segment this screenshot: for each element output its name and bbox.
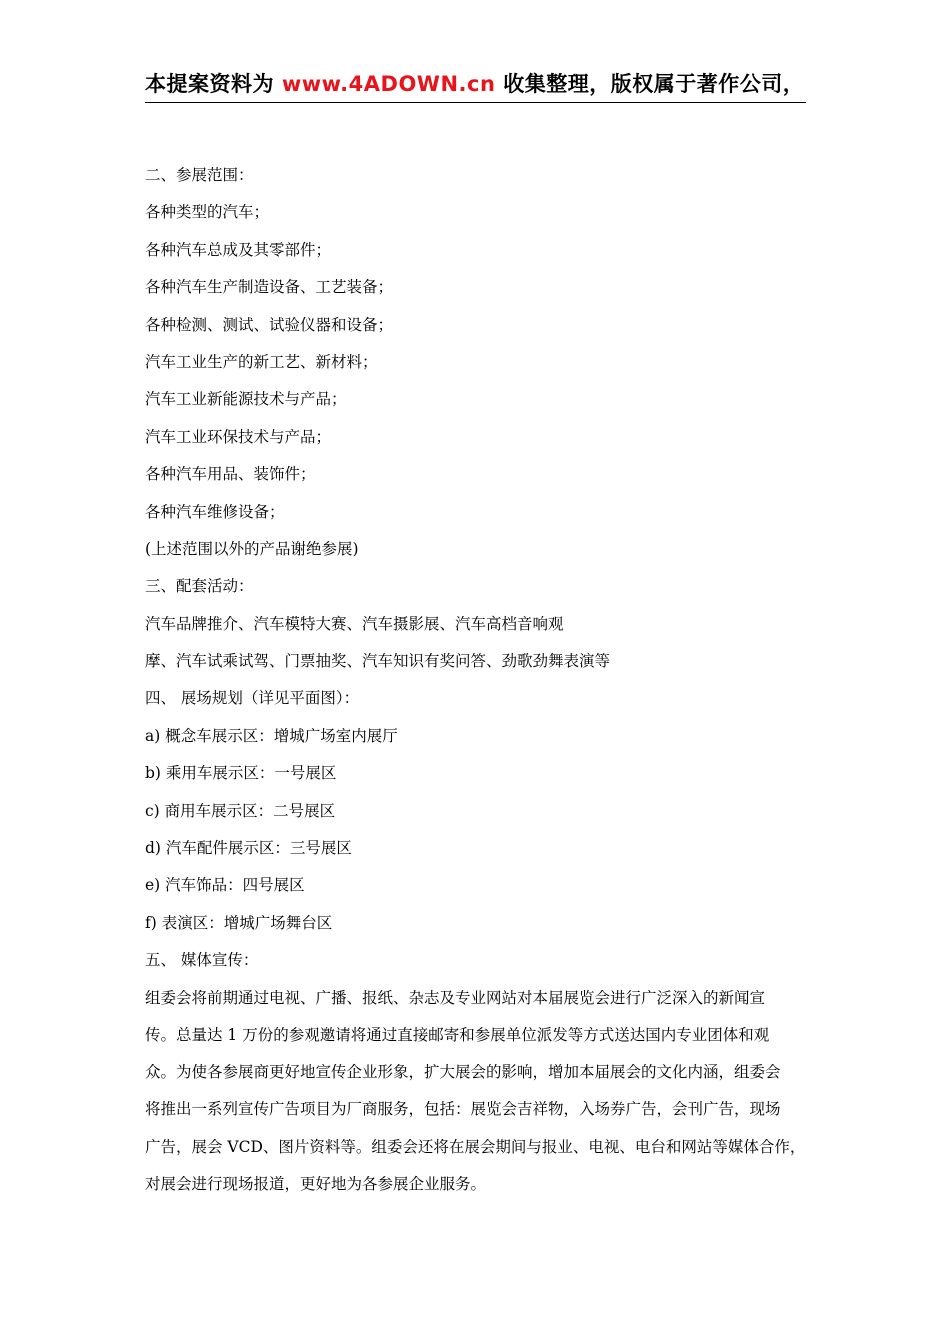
- scope-item: 各种汽车总成及其零部件；: [145, 240, 332, 259]
- paragraph-line: 广告，展会 VCD、图片资料等。组委会还将在展会期间与报业、电视、电台和网站等媒体合作，: [145, 1137, 806, 1156]
- scope-item: 汽车工业生产的新工艺、新材料；: [145, 352, 378, 371]
- paragraph-line: 对展会进行现场报道，更好地为各参展企业服务。: [145, 1175, 487, 1194]
- scope-item: 各种检测、测试、试验仪器和设备；: [145, 315, 394, 334]
- media-paragraph: [145, 980, 825, 1204]
- venue-zone-item: b) 乘用车展示区：一号展区: [145, 764, 337, 783]
- header-prefix: 本提案资料为: [145, 72, 282, 96]
- section-heading-exhibit-scope: 二、参展范围：: [145, 166, 254, 184]
- scope-item: 各种类型的汽车；: [145, 203, 270, 222]
- document-header: [145, 66, 945, 102]
- scope-item: 各种汽车维修设备；: [145, 502, 285, 521]
- section-heading-venue-plan: 四、 展场规划（详见平面图）：: [145, 689, 360, 708]
- venue-zone-item: e) 汽车饰品：四号展区: [145, 876, 305, 895]
- header-divider: [145, 102, 806, 103]
- scope-note: (上述范围以外的产品谢绝参展): [145, 539, 359, 558]
- scope-item: 汽车工业环保技术与产品；: [145, 427, 332, 446]
- header-suffix: 收集整理，版权属于著作公司，: [495, 72, 805, 96]
- section-heading-media: 五、 媒体宣传：: [145, 951, 259, 970]
- activities-text: 汽车品牌推介、汽车模特大赛、汽车摄影展、汽车高档音响观: [145, 614, 564, 633]
- scope-item: 各种汽车用品、装饰件；: [145, 465, 316, 484]
- paragraph-line: 组委会将前期通过电视、广播、报纸、杂志及专业网站对本届展览会进行广泛深入的新闻宣: [145, 988, 766, 1007]
- activities-text: 摩、汽车试乘试驾、门票抽奖、汽车知识有奖问答、劲歌劲舞表演等: [145, 652, 611, 671]
- paragraph-line: 众。为使各参展商更好地宣传企业形象，扩大展会的影响，增加本届展会的文化内涵，组委会: [145, 1063, 781, 1082]
- section-heading-activities: 三、配套活动：: [145, 577, 254, 596]
- scope-item: 汽车工业新能源技术与产品；: [145, 390, 347, 409]
- venue-zone-item: f) 表演区：增城广场舞台区: [145, 913, 333, 932]
- venue-zone-item: d) 汽车配件展示区：三号展区: [145, 839, 352, 858]
- scope-item: 各种汽车生产制造设备、工艺装备；: [145, 278, 394, 297]
- document-body: [145, 157, 825, 1203]
- paragraph-line: 传。总量达 1 万份的参观邀请将通过直接邮寄和参展单位派发等方式送达国内专业团体和观: [145, 1025, 770, 1044]
- venue-zone-item: c) 商用车展示区：二号展区: [145, 801, 336, 820]
- header-site-link[interactable]: www.4ADOWN.cn: [281, 72, 496, 96]
- venue-zone-item: a) 概念车展示区：增城广场室内展厅: [145, 726, 398, 745]
- paragraph-line: 将推出一系列宣传广告项目为厂商服务，包括：展览会吉祥物，入场券广告，会刊广告，现场: [145, 1100, 781, 1119]
